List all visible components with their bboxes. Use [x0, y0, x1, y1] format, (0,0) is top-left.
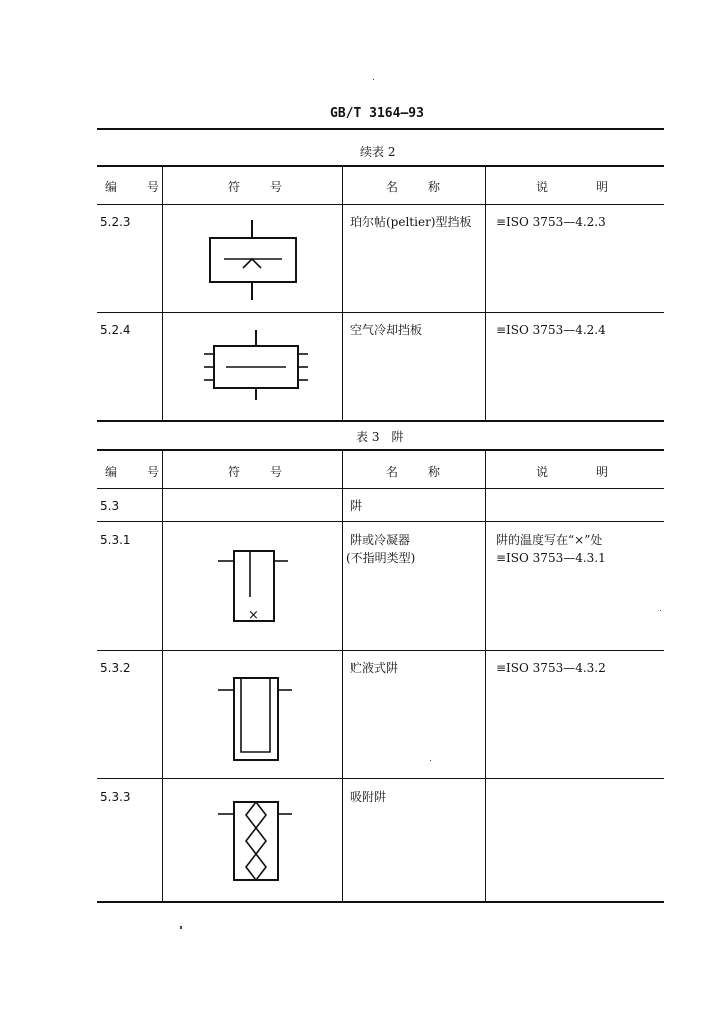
scan-speck — [373, 79, 374, 80]
row-name: 阱或冷凝器 — [350, 533, 411, 547]
table2-caption: 续表 2 — [360, 145, 396, 159]
table2-header-description: 说 明 — [536, 180, 609, 194]
table2-header-number: 编 号 — [105, 180, 160, 194]
table3-header-number: 编 号 — [105, 465, 160, 479]
row-description-ref: ≡ISO 3753—4.3.1 — [496, 551, 606, 565]
row-name: 空气冷却挡板 — [350, 323, 423, 337]
row-number: 5.3.2 — [100, 661, 131, 675]
header-rule — [97, 128, 664, 130]
table3-caption: 表 3 阱 — [356, 430, 404, 444]
row-description: ≡ISO 3753—4.2.3 — [496, 215, 606, 229]
reservoir-trap-symbol — [214, 672, 294, 764]
peltier-baffle-symbol — [200, 218, 310, 303]
row-name: 阱 — [350, 499, 363, 513]
row-number: 5.3.1 — [100, 533, 131, 547]
row-name: 贮液式阱 — [350, 661, 399, 675]
row-number: 5.2.4 — [100, 323, 131, 337]
table3-header-name: 名 称 — [386, 465, 441, 479]
temperature-mark-x-icon: × — [248, 608, 259, 623]
row-number: 5.3 — [100, 499, 120, 513]
trap-or-condenser-symbol — [214, 545, 294, 625]
scan-speck — [660, 610, 661, 611]
row-number: 5.2.3 — [100, 215, 131, 229]
table2-header-name: 名 称 — [386, 180, 441, 194]
row-name-note: (不指明类型) — [346, 551, 416, 565]
table3-header-symbol: 符 号 — [228, 465, 283, 479]
table3-header-description: 说 明 — [536, 465, 609, 479]
document-code: GB/T 3164—93 — [330, 106, 424, 121]
scan-speck — [180, 926, 182, 929]
air-cooled-baffle-symbol — [198, 328, 313, 403]
row-description: ≡ISO 3753—4.2.4 — [496, 323, 606, 337]
row-name: 吸附阱 — [350, 790, 387, 804]
table2-header-symbol: 符 号 — [228, 180, 283, 194]
adsorption-trap-symbol — [214, 796, 294, 886]
row-number: 5.3.3 — [100, 790, 131, 804]
row-name: 珀尔帖(peltier)型挡板 — [350, 215, 472, 229]
row-description: ≡ISO 3753—4.3.2 — [496, 661, 606, 675]
row-description: 阱的温度写在“×”处 — [496, 533, 603, 547]
scan-speck — [430, 760, 431, 761]
